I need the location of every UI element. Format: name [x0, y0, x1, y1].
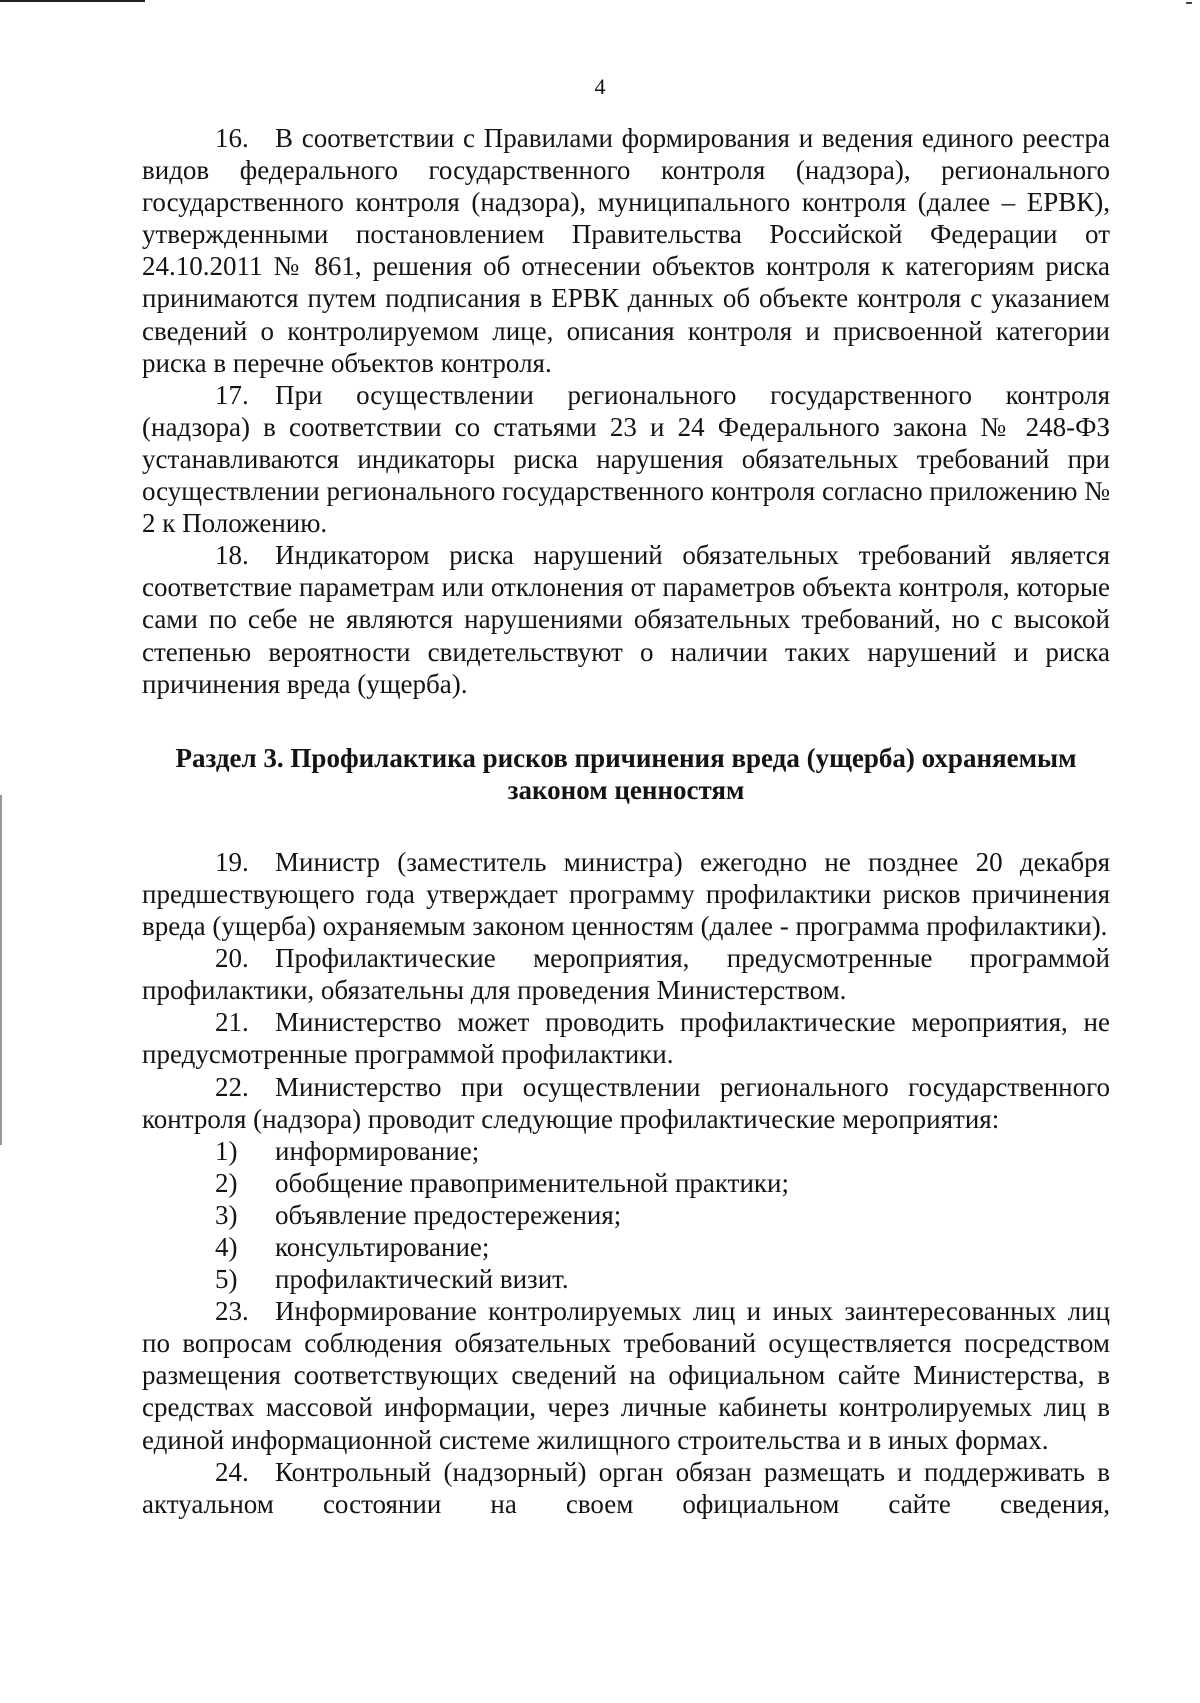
section-heading — [142, 742, 1110, 806]
paragraph-number: 23. — [215, 1296, 249, 1327]
scan-edge-mark — [0, 0, 145, 2]
paragraph-18 — [142, 539, 1110, 699]
list-item-text: информирование; — [275, 1135, 480, 1166]
paragraph-22 — [142, 1071, 1110, 1135]
paragraph-text: Министр (заместитель министра) ежегодно не позднее 20 декабря предшествующего года утверждает программу профилактики рисков причинения вреда (ущерба) охраняемым законом ценностям (далее - программа профилактики). — [142, 846, 1110, 942]
scan-edge-dot — [1186, 2, 1192, 4]
page-number: 4 — [594, 74, 606, 99]
paragraph-number: 20. — [215, 943, 249, 974]
paragraph-text: Профилактические мероприятия, предусмотренные программой профилактики, обязательны для проведения Министерством. — [142, 943, 1110, 1006]
paragraph-text: При осуществлении регионального государственного контроля (надзора) в соответствии со статьями 23 и 24 Федерального закона № 248-ФЗ устанавливаются индикаторы риска нарушения обязательных требований при осуществлении регионального государственного контроля согласно приложению № 2 к Положению. — [142, 379, 1110, 539]
list-item-text: объявление предостережения; — [275, 1199, 622, 1230]
paragraph-24 — [142, 1456, 1110, 1520]
list-item-number: 4) — [215, 1232, 238, 1262]
paragraph-20 — [142, 942, 1110, 1006]
paragraph-text: Контрольный (надзорный) орган обязан размещать и поддерживать в актуальном состоянии на своем официальном сайте сведения, — [142, 1456, 1110, 1519]
paragraph-text: Министерство при осуществлении регионального государственного контроля (надзора) проводит следующие профилактические мероприятия: — [142, 1071, 1110, 1134]
list-item-number: 3) — [215, 1199, 238, 1230]
paragraph-number: 21. — [215, 1007, 249, 1038]
paragraph-16 — [142, 122, 1110, 379]
paragraph-number: 18. — [215, 540, 249, 571]
list-item — [142, 1231, 1110, 1263]
list-item — [142, 1199, 1110, 1231]
paragraph-number: 17. — [215, 379, 249, 410]
list-item-text: профилактический визит. — [275, 1264, 569, 1295]
paragraph-text: Индикатором риска нарушений обязательных требований является соответствие параметрам или отклонения от параметров объекта контроля, которые сами по себе не являются нарушениями обязательных требований, но с высокой степенью вероятности свидетельствуют о наличии таких нарушений и риска причинения вреда (ущерба). — [142, 540, 1110, 699]
list-item-number: 1) — [215, 1135, 238, 1166]
paragraph-number: 24. — [215, 1456, 249, 1487]
paragraph-17 — [142, 379, 1110, 539]
list-item-text: консультирование; — [275, 1232, 490, 1262]
list-item-text: обобщение правоприменительной практики; — [275, 1167, 789, 1198]
paragraph-number: 16. — [215, 123, 249, 153]
paragraph-23 — [142, 1295, 1110, 1455]
paragraph-text: Информирование контролируемых лиц и иных заинтересованных лиц по вопросам соблюдения обязательных требований осуществляется посредством размещения соответствующих сведений на официальном сайте Министерства, в средствах массовой информации, через личные кабинеты контролируемых лиц в единой информационной системе жилищного строительства и в иных формах. — [142, 1296, 1110, 1455]
list-item — [142, 1263, 1110, 1295]
list-item-number: 2) — [215, 1167, 238, 1198]
measures-list — [142, 1135, 1110, 1295]
section-heading-line1: Раздел 3. Профилактика рисков причинения вреда (ущерба) охраняемым — [175, 742, 1077, 773]
section-heading-line2: законом ценностям — [507, 774, 745, 805]
paragraph-21 — [142, 1006, 1110, 1070]
paragraph-number: 19. — [215, 846, 249, 877]
paragraph-19 — [142, 846, 1110, 942]
scan-edge-shadow — [0, 795, 2, 1145]
document-body — [142, 122, 1110, 1520]
list-item-number: 5) — [215, 1264, 238, 1295]
list-item — [142, 1135, 1110, 1167]
list-item — [142, 1167, 1110, 1199]
paragraph-text: Министерство может проводить профилактические мероприятия, не предусмотренные программой профилактики. — [142, 1007, 1110, 1070]
paragraph-number: 22. — [215, 1071, 249, 1102]
paragraph-text: В соответствии с Правилами формирования и ведения единого реестра видов федерального государственного контроля (надзора), регионального государственного контроля (надзора), муниципального контроля (далее – ЕРВК), утвержденными постановлением Правительства Российской Федерации от 24.10.2011 № 861, решения об отнесении объектов контроля к категориям риска принимаются путем подписания в ЕРВК данных об объекте контроля с указанием сведений о контролируемом лице, описания контроля и присвоенной категории риска в перечне объектов контроля. — [142, 123, 1110, 378]
